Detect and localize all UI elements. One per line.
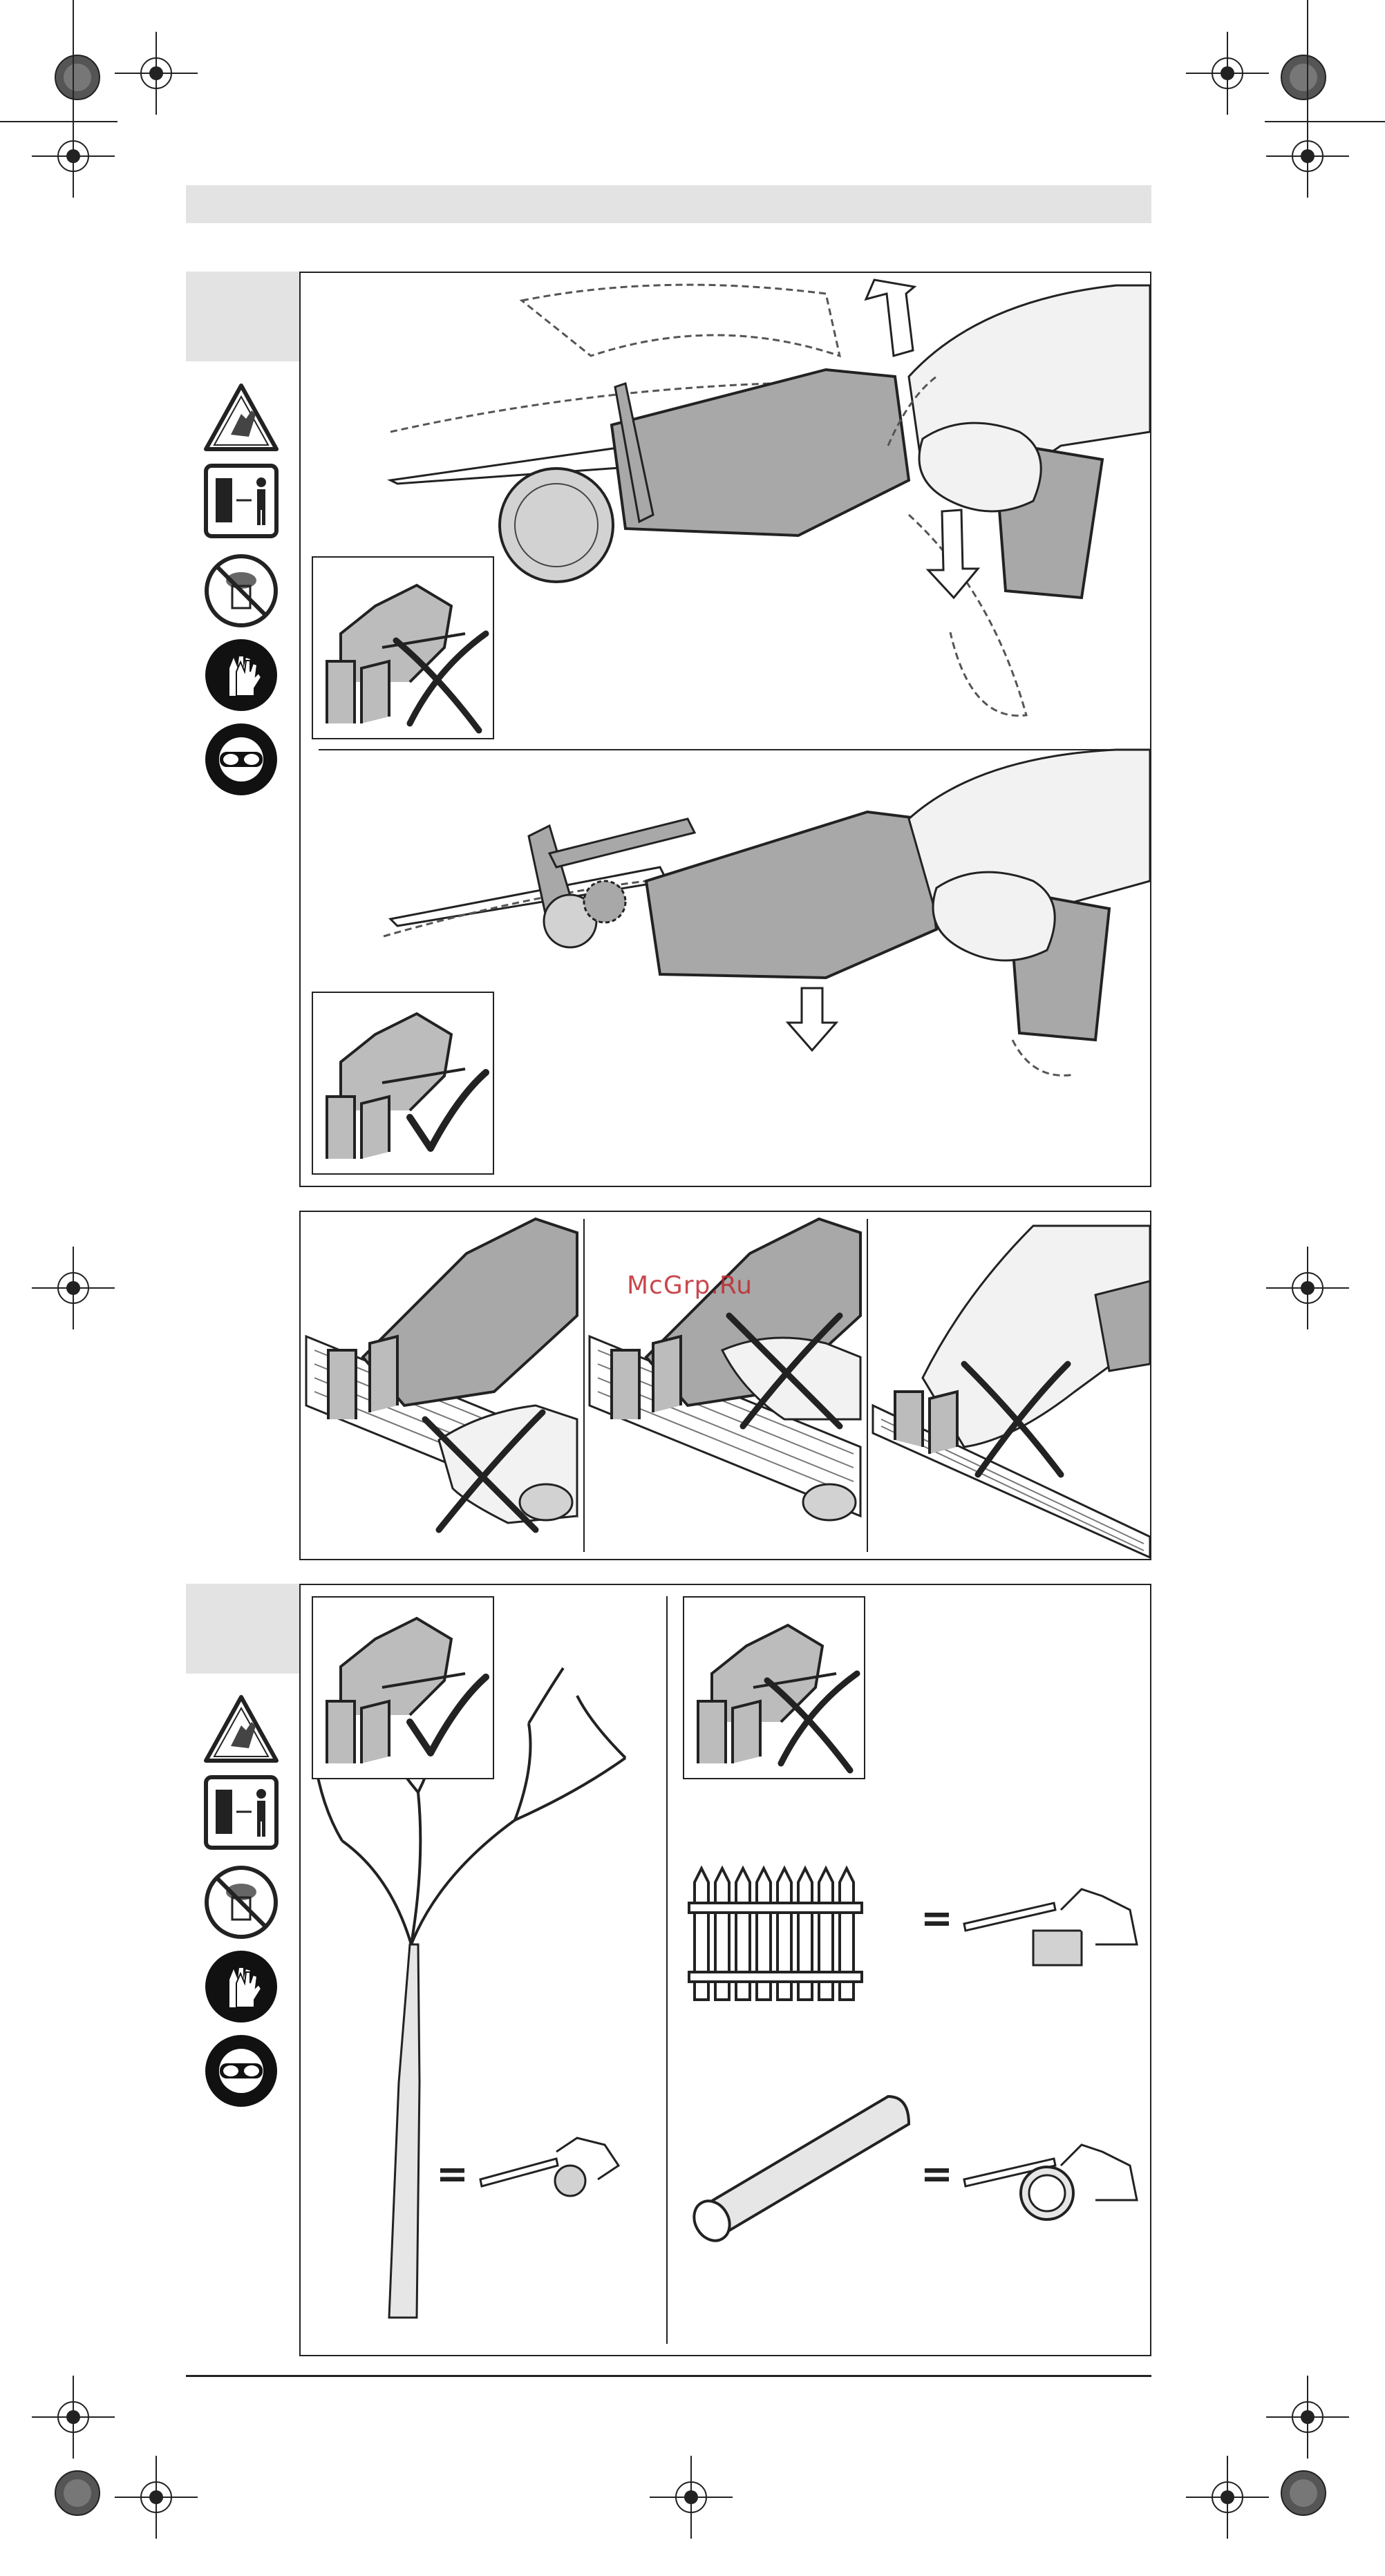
wear-goggles-icon	[203, 2033, 279, 2109]
section-tab-1	[186, 272, 299, 361]
equals-sign-tree: =	[436, 2152, 469, 2197]
equals-sign-pipe: =	[921, 2152, 953, 2197]
wear-gloves-icon	[203, 637, 279, 713]
figure-drawing-hands	[301, 1212, 1150, 1559]
wear-goggles-icon	[203, 721, 279, 797]
cross-icon	[313, 558, 493, 738]
figure-panel-applications	[299, 1584, 1151, 2356]
safety-icon-column-1	[200, 380, 283, 795]
keep-distance-icon	[203, 463, 279, 539]
figure-panel-hand-position	[299, 1211, 1151, 1560]
keep-distance-icon	[203, 1774, 279, 1850]
watermark: McGrp.Ru	[627, 1271, 753, 1300]
check-icon	[313, 1598, 493, 1778]
section-tab-2	[186, 1584, 299, 1674]
cross-icon	[684, 1598, 864, 1778]
inset-correct-blade	[312, 1596, 494, 1779]
no-respirator-icon	[203, 1864, 279, 1940]
inset-incorrect-shoe	[312, 556, 494, 739]
no-respirator-icon	[203, 553, 279, 629]
warning-hand-blade-icon	[203, 1694, 279, 1763]
footer-rule	[186, 2375, 1151, 2377]
safety-icon-column-2	[200, 1692, 283, 2106]
header-bar	[186, 185, 1151, 223]
check-icon	[313, 993, 493, 1173]
wear-gloves-icon	[203, 1949, 279, 2025]
equals-sign-fence: =	[921, 1896, 953, 1941]
warning-hand-blade-icon	[203, 383, 279, 452]
inset-correct-shoe	[312, 992, 494, 1175]
figure-panel-blade-angle	[299, 272, 1151, 1187]
inset-incorrect-blade	[683, 1596, 865, 1779]
